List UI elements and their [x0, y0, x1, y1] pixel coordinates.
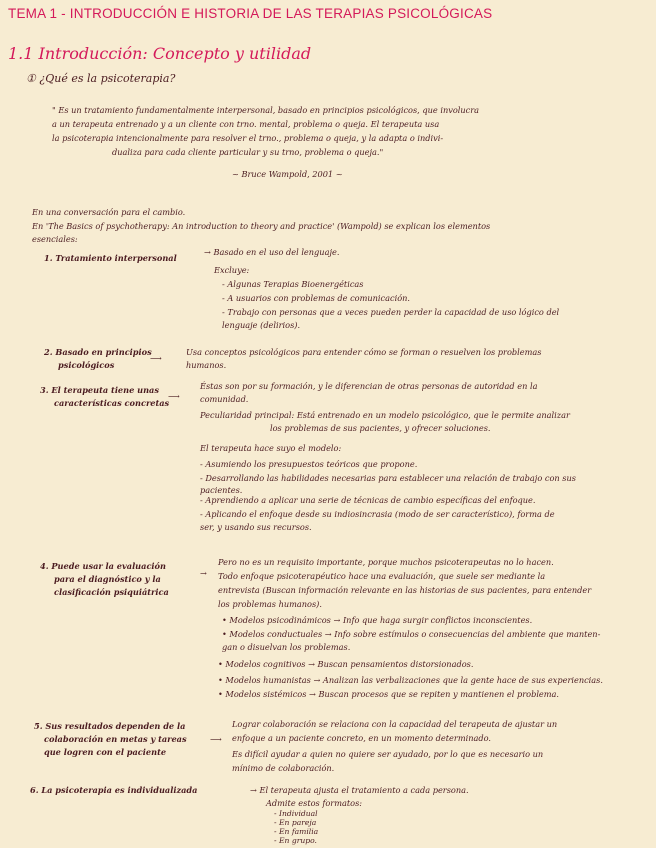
item-4-text: gan o disuelvan los problemas. [222, 642, 351, 652]
item-6-text: → El terapeuta ajusta el tratamiento a cada persona. [250, 785, 469, 795]
item-1-bullet: lenguaje (delirios). [222, 320, 301, 330]
item-2-text: Usa conceptos psicológicos para entender cómo se forman o resuelven los problemas [186, 347, 542, 357]
item-3-text: El terapeuta hace suyo el modelo: [200, 443, 342, 453]
item-3-text: pacientes. [200, 485, 243, 495]
item-6-admite: Admite estos formatos: [266, 798, 363, 808]
item-4-text: • Modelos cognitivos → Buscan pensamientos distorsionados. [218, 659, 474, 669]
quote-line: a un terapeuta entrenado y a un cliente con trno. mental, problema o queja. El terapeuta usa [52, 119, 440, 129]
item-3-text: - Desarrollando las habilidades necesarias para establecer una relación de trabajo con sus [200, 473, 576, 483]
item-3-label: características concretas [54, 398, 170, 408]
item-4-text: los problemas humanos). [218, 599, 322, 609]
item-5-label: colaboración en metas y tareas [44, 734, 187, 744]
question-what-is-psychotherapy: ① ¿Qué es la psicoterapia? [26, 72, 176, 85]
item-3-text: los problemas de sus pacientes, y ofrecer soluciones. [270, 423, 491, 433]
item-1-arrow-text: → Basado en el uso del lenguaje. [204, 247, 340, 257]
item-4-text: • Modelos conductuales → Info sobre estímulos o consecuencias del ambiente que manten- [222, 629, 601, 639]
intro-line: En 'The Basics of psychotherapy: An introduction to theory and practice' (Wampold) se explican los elementos [32, 221, 491, 231]
item-2-text: humanos. [186, 360, 227, 370]
item-3-text: comunidad. [200, 394, 249, 404]
item-5-label: 5. Sus resultados dependen de la [34, 721, 186, 731]
item-2-label: psicológicos [58, 360, 115, 370]
arrow-icon: ⟶ [210, 734, 222, 744]
item-2-label: 2. Basado en principios [44, 347, 152, 357]
arrow-icon: ⟶ [150, 353, 162, 363]
item-1-bullet: - Trabajo con personas que a veces pueden perder la capacidad de uso lógico del [222, 307, 560, 317]
arrow-icon: → [200, 568, 207, 578]
format-item: - Individual [274, 809, 318, 818]
item-1-bullet: - Algunas Terapias Bioenergéticas [222, 279, 364, 289]
intro-line: esenciales: [32, 234, 78, 244]
item-4-label: clasificación psiquiátrica [54, 587, 169, 597]
item-5-text: Lograr colaboración se relaciona con la capacidad del terapeuta de ajustar un [232, 719, 558, 729]
item-5-text: Es difícil ayudar a quien no quiere ser ayudado, por lo que es necesario un [232, 749, 544, 759]
item-3-text: Éstas son por su formación, y le diferencian de otras personas de autoridad en la [200, 381, 538, 391]
section-title: 1.1 Introducción: Concepto y utilidad [8, 44, 312, 63]
format-item: - En familia [274, 827, 319, 836]
format-item: - En grupo. [274, 836, 317, 845]
item-1-label: 1. Tratamiento interpersonal [44, 253, 177, 263]
item-3-text: - Aprendiendo a aplicar una serie de técnicas de cambio específicas del enfoque. [200, 495, 536, 505]
item-4-text: Pero no es un requisito importante, porque muchos psicoterapeutas no lo hacen. [218, 557, 554, 567]
intro-line: En una conversación para el cambio. [32, 207, 186, 217]
item-3-text: ser, y usando sus recursos. [200, 522, 312, 532]
item-4-text: entrevista (Buscan información relevante en las historias de sus pacientes, para entender [218, 585, 592, 595]
item-4-label: para el diagnóstico y la [54, 574, 161, 584]
item-3-text: Peculiaridad principal: Está entrenado en un modelo psicológico, que le permite analizar [200, 410, 570, 420]
item-5-label: que logren con el paciente [44, 747, 167, 757]
item-6-label: 6. La psicoterapia es individualizada [30, 785, 198, 795]
item-3-label: 3. El terapeuta tiene unas [40, 385, 159, 395]
format-item: - En pareja [274, 818, 317, 827]
quote-line: la psicoterapia intencionalmente para resolver el trno., problema o queja, y la adapta o indivi- [52, 133, 444, 143]
item-1-excluye: Excluye: [214, 265, 250, 275]
item-5-text: enfoque a un paciente concreto, en un momento determinado. [232, 733, 491, 743]
item-1-bullet: - A usuarios con problemas de comunicación. [222, 293, 411, 303]
quote-line: dualiza para cada cliente particular y su trno, problema o queja." [112, 147, 384, 157]
item-4-text: Todo enfoque psicoterapéutico hace una evaluación, que suele ser mediante la [218, 571, 546, 581]
quote-line: " Es un tratamiento fundamentalmente interpersonal, basado en principios psicológicos, que involucra [52, 105, 480, 115]
page-title: TEMA 1 - INTRODUCCIÓN E HISTORIA DE LAS TERAPIAS PSICOLÓGICAS [8, 6, 493, 21]
item-3-text: - Asumiendo los presupuestos teóricos que propone. [200, 459, 418, 469]
item-4-text: • Modelos humanistas → Analizan las verbalizaciones que la gente hace de sus experiencias. [218, 675, 603, 685]
item-3-text: - Aplicando el enfoque desde su indiosincrasia (modo de ser característico), forma de [200, 509, 555, 519]
arrow-icon: ⟶ [168, 391, 180, 401]
item-5-text: mínimo de colaboración. [232, 763, 335, 773]
item-4-label: 4. Puede usar la evaluación [40, 561, 166, 571]
item-4-text: • Modelos sistémicos → Buscan procesos que se repiten y mantienen el problema. [218, 689, 560, 699]
item-4-text: • Modelos psicodinámicos → Info que haga surgir conflictos inconscientes. [222, 615, 533, 625]
quote-author: ~ Bruce Wampold, 2001 ~ [232, 169, 343, 179]
